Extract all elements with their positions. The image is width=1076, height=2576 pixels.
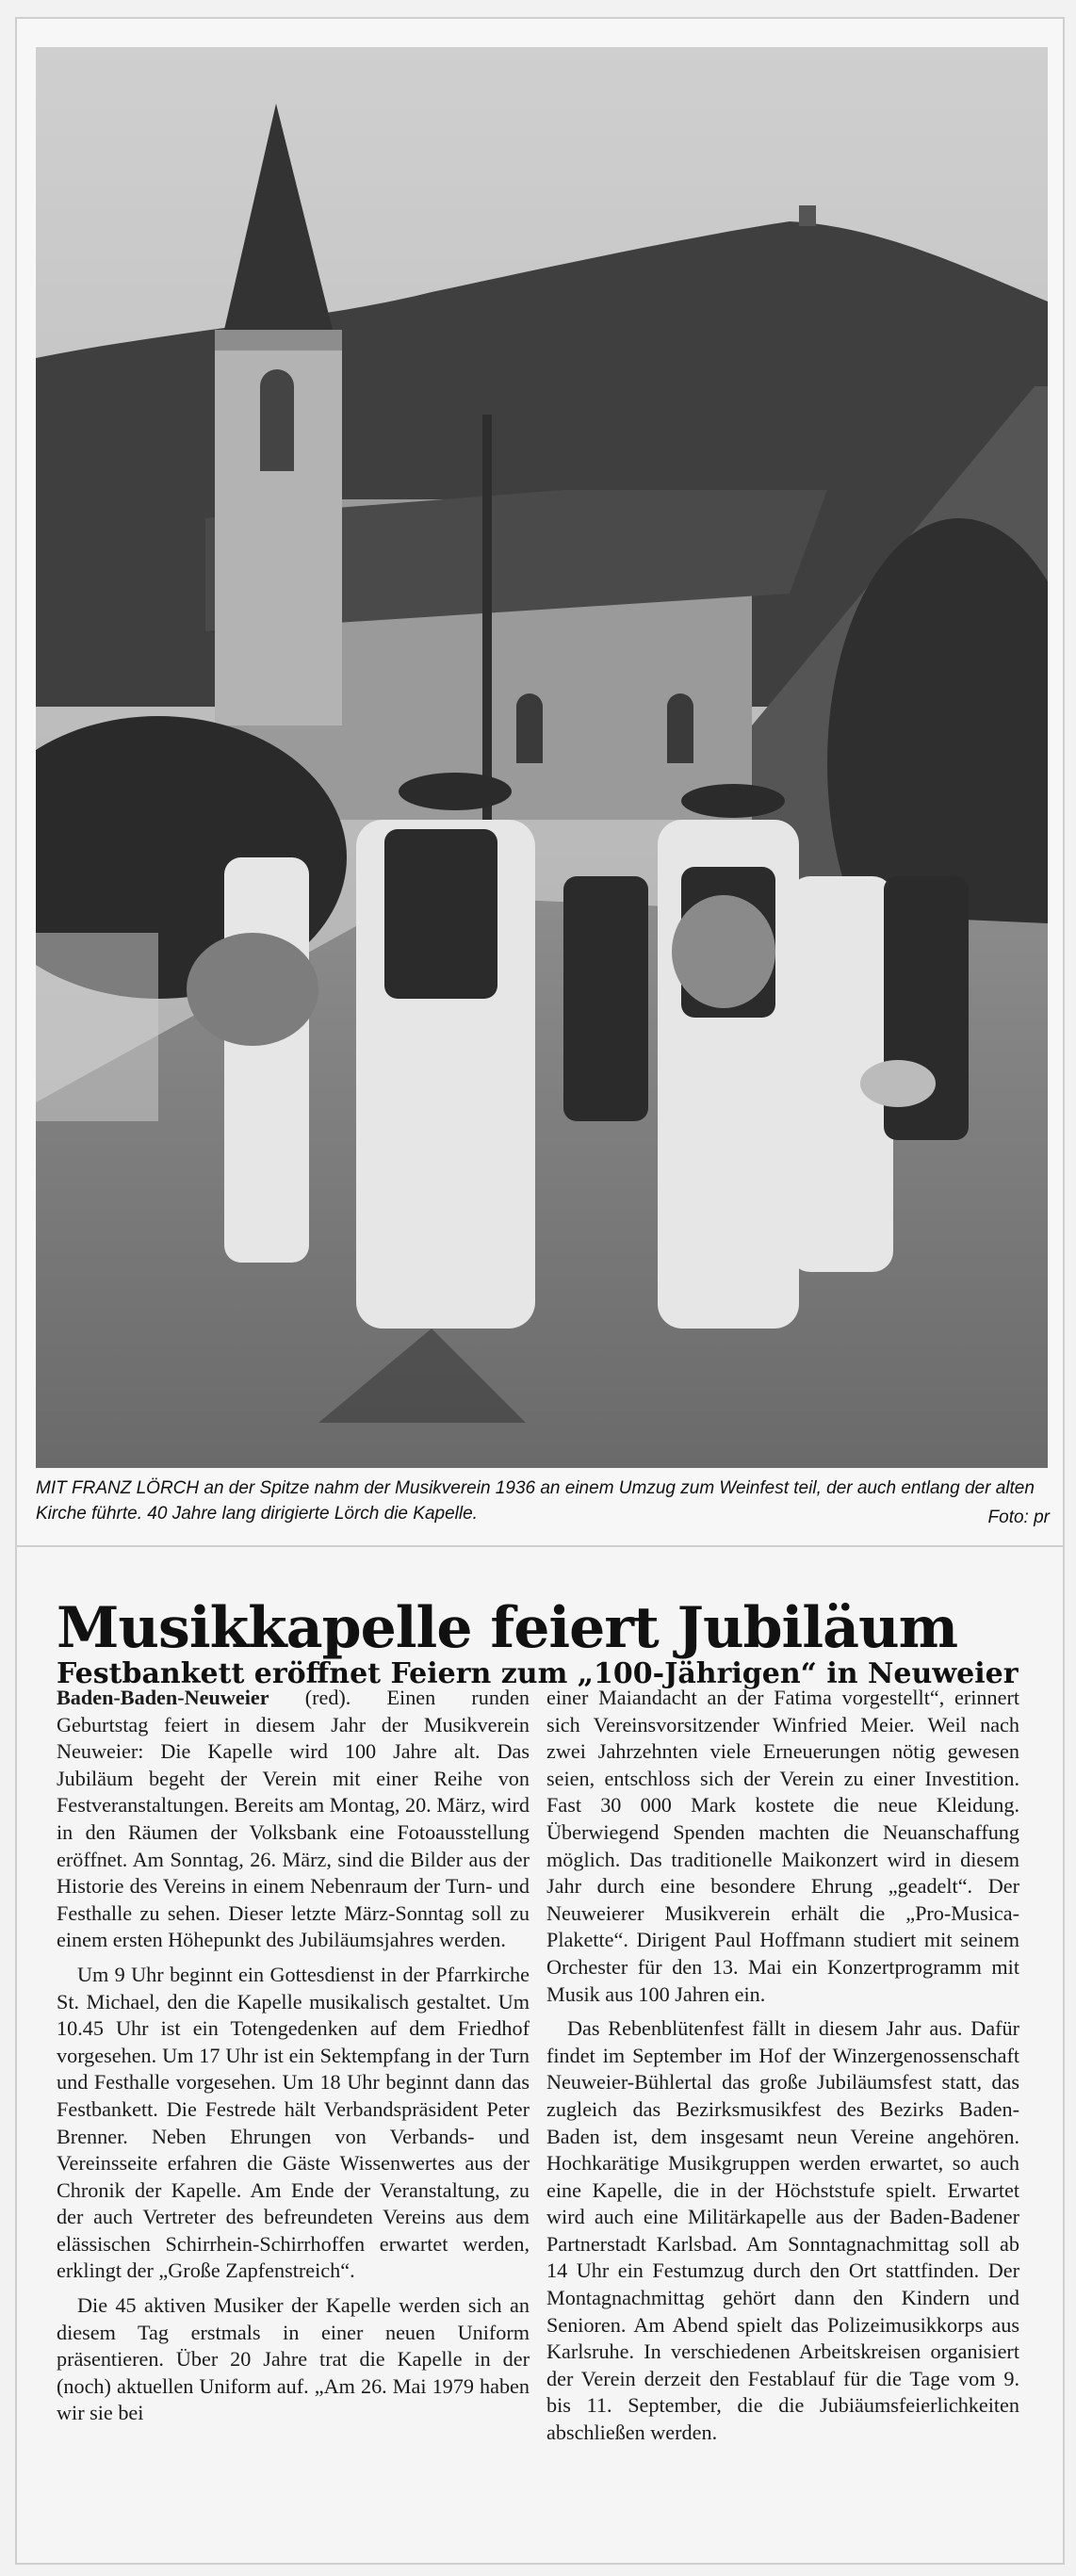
paragraph: Die 45 aktiven Musiker der Kapelle werden sich an diesem Tag erstmals in einer neuen Uniform präsentieren. Über 20 Jahre trat die Kapelle in der (noch) aktuellen Uniform auf. „Am 26. Mai 1979 haben wir sie bei xyxy=(57,2293,530,2425)
article-column-right xyxy=(546,1685,1019,2542)
paragraph: einer Maiandacht an der Fatima vorgestellt“, erinnert sich Vereinsvorsitzender Winfried Meier. Weil nach zwei Jahrzehnten viele Erneuerungen nötig gewesen seien, entschloss sich der Verein zu einer Investition. Fast 30 000 Mark kostete die neue Kleidung. Überwiegend Spenden machten die Neuanschaffung möglich. Das traditionelle Maikonzert wird in diesem Jahr durch eine besondere Ehrung „geadelt“. Der Neuweierer Musikverein erhält die „Pro-Musica-Plakette“. Dirigent Paul Hoffmann studiert mit seinem Orchester für den 13. Mai ein Konzertprogramm mit Musik aus 100 Jahren ein. xyxy=(546,1686,1019,2006)
photo-caption xyxy=(36,1475,1050,1534)
paragraph: Das Rebenblütenfest fällt in diesem Jahr aus. Dafür findet im September im Hof der Winzergenossenschaft Neuweier-Bühlertal das große Jubiläumsfest statt, das zugleich das Bezirksmusikfest des Bezirks Baden-Baden ist, dem insgesamt neun Vereine angehören. Hochkarätige Musikgruppen werden erwartet, so auch eine Kapelle, die in der Höchststufe spielt. Erwartet wird auch eine Militärkapelle aus der Baden-Badener Partnerstadt Karlsbad. Am Sonntagnachmittag soll ab 14 Uhr ein Festumzug durch den Ort stattfinden. Der Montagnachmittag gehört dann den Kindern und Senioren. Am Abend spielt das Polizeimusikkorps aus Karlsruhe. In verschiedenen Arbeitskreisen organisiert der Verein derzeit den Festablauf für die Tage vom 9. bis 11. September, die die Jubiäumsfeierlichkeiten abschließen werden. xyxy=(546,2016,1019,2445)
historic-photo xyxy=(36,47,1048,1468)
paragraph: Um 9 Uhr beginnt ein Gottesdienst in der Pfarrkirche St. Michael, den die Kapelle musikalisch gestaltet. Um 10.45 Uhr ist ein Totengedenken auf dem Friedhof vorgesehen. Um 17 Uhr ist ein Sektempfang in der Turn und Festhalle vorgesehen. Um 18 Uhr beginnt dann das Festbankett. Die Festrede hält Verbandspräsident Peter Brenner. Neben Ehrungen von Verbands- und Vereinsseite erfahren die Gäste Wissenwertes aus der Chronik der Kapelle. Am Ende der Veranstaltung, zu der auch Vertreter des befreundeten Vereins aus dem elässischen Schirrhein-Schirrhoffen erwartet werden, erklingt der „Große Zapfenstreich“. xyxy=(57,1962,530,2283)
dateline: Baden-Baden-Neuweier xyxy=(57,1686,269,1709)
paragraph xyxy=(57,1685,530,1954)
photo-credit: Foto: pr xyxy=(987,1508,1050,1527)
caption-text: MIT FRANZ LÖRCH an der Spitze nahm der Musikverein 1936 an einem Umzug zum Weinfest teil, der auch entlang der alten Kirche führte. 40 Jahre lang dirigierte Lörch die Kapelle. xyxy=(36,1478,1035,1524)
subheadline: Festbankett eröffnet Feiern zum „100-Jährigen“ in Neuweier xyxy=(57,1656,1019,1690)
headline: Musikkapelle feiert Jubiläum xyxy=(57,1595,958,1662)
paragraph-text: (red). Einen runden Geburtstag feiert in diesem Jahr der Musikverein Neuweier: Die Kapelle wird 100 Jahre alt. Das Jubiläum begeht der Verein mit einer Reihe von Festveranstaltungen. Bereits am Montag, 20. März, wird in den Räumen der Volksbank eine Fotoausstellung eröffnet. Am Sonntag, 26. März, sind die Bilder aus der Historie des Vereins in einem Nebenraum der Turn- und Festhalle zu sehen. Dieser letzte März-Sonntag soll zu einem ersten Höhepunkt des Jubiläumsjahres werden. xyxy=(57,1686,530,1952)
photo-illustration xyxy=(36,47,1048,1468)
article-column-left xyxy=(57,1685,530,2542)
